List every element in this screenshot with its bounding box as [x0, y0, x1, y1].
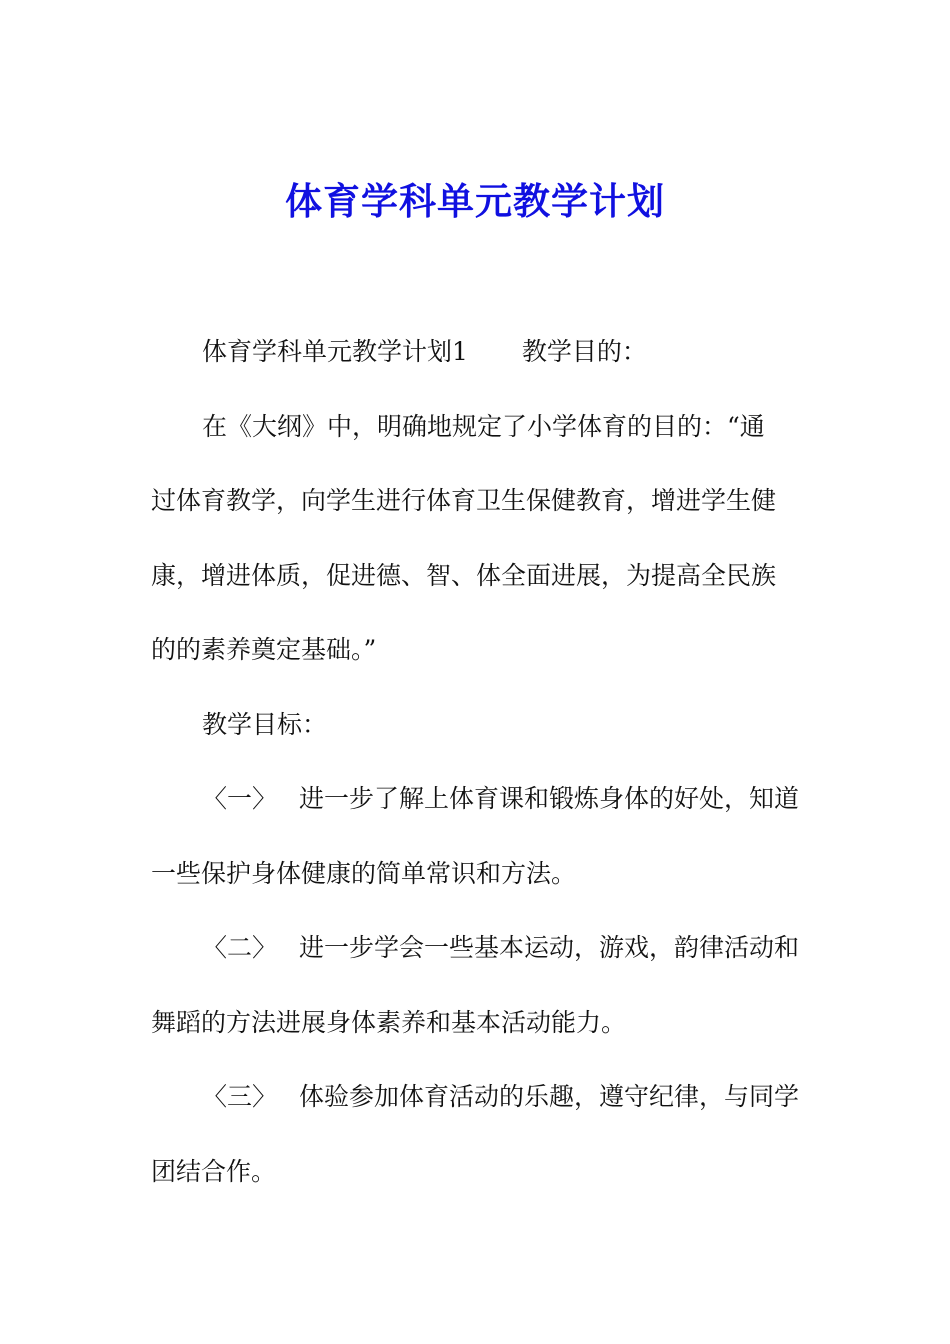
- goals-heading: 教学目标：: [202, 709, 328, 739]
- list-marker: 〈三〉: [202, 1082, 278, 1111]
- paragraph-text: 的的素养奠定基础。”: [151, 635, 377, 664]
- section-heading: 体育学科单元教学计划1: [202, 337, 468, 366]
- list-item: [151, 1075, 801, 1150]
- paragraph-line: [151, 628, 801, 703]
- section-subheading: 教学目的：: [521, 337, 647, 366]
- paragraph-text: 在《大纲》中，明确地规定了小学体育的目的：“通: [202, 411, 765, 441]
- document-title: 体育学科单元教学计划: [285, 180, 665, 223]
- paragraph-line: [151, 703, 801, 778]
- paragraph-line: [151, 479, 801, 554]
- paragraph-line: [151, 405, 801, 480]
- list-item: [151, 926, 801, 1001]
- paragraph-line: [151, 1001, 801, 1076]
- paragraph-text: 舞蹈的方法进展身体素养和基本活动能力。: [151, 1007, 627, 1037]
- paragraph-line: [151, 852, 801, 927]
- paragraph-line: [151, 330, 801, 405]
- list-item: [151, 777, 801, 852]
- list-item-text: 进一步学会一些基本运动，游戏，韵律活动和: [299, 933, 800, 962]
- paragraph-text: 团结合作。: [151, 1156, 277, 1186]
- paragraph-text: 过体育教学，向学生进行体育卫生保健教育，增进学生健: [151, 486, 777, 515]
- list-marker: 〈一〉: [202, 784, 278, 813]
- list-item-text: 进一步了解上体育课和锻炼身体的好处，知道: [299, 784, 800, 813]
- paragraph-text: 一些保护身体健康的简单常识和方法。: [151, 858, 577, 888]
- list-item-text: 体验参加体育活动的乐趣，遵守纪律，与同学: [299, 1082, 800, 1111]
- list-marker: 〈二〉: [202, 933, 278, 962]
- paragraph-text: 康，增进体质，促进德、智、体全面进展，为提高全民族: [151, 560, 777, 590]
- paragraph-line: [151, 1150, 801, 1225]
- document-body: [151, 330, 801, 1224]
- paragraph-line: [151, 554, 801, 629]
